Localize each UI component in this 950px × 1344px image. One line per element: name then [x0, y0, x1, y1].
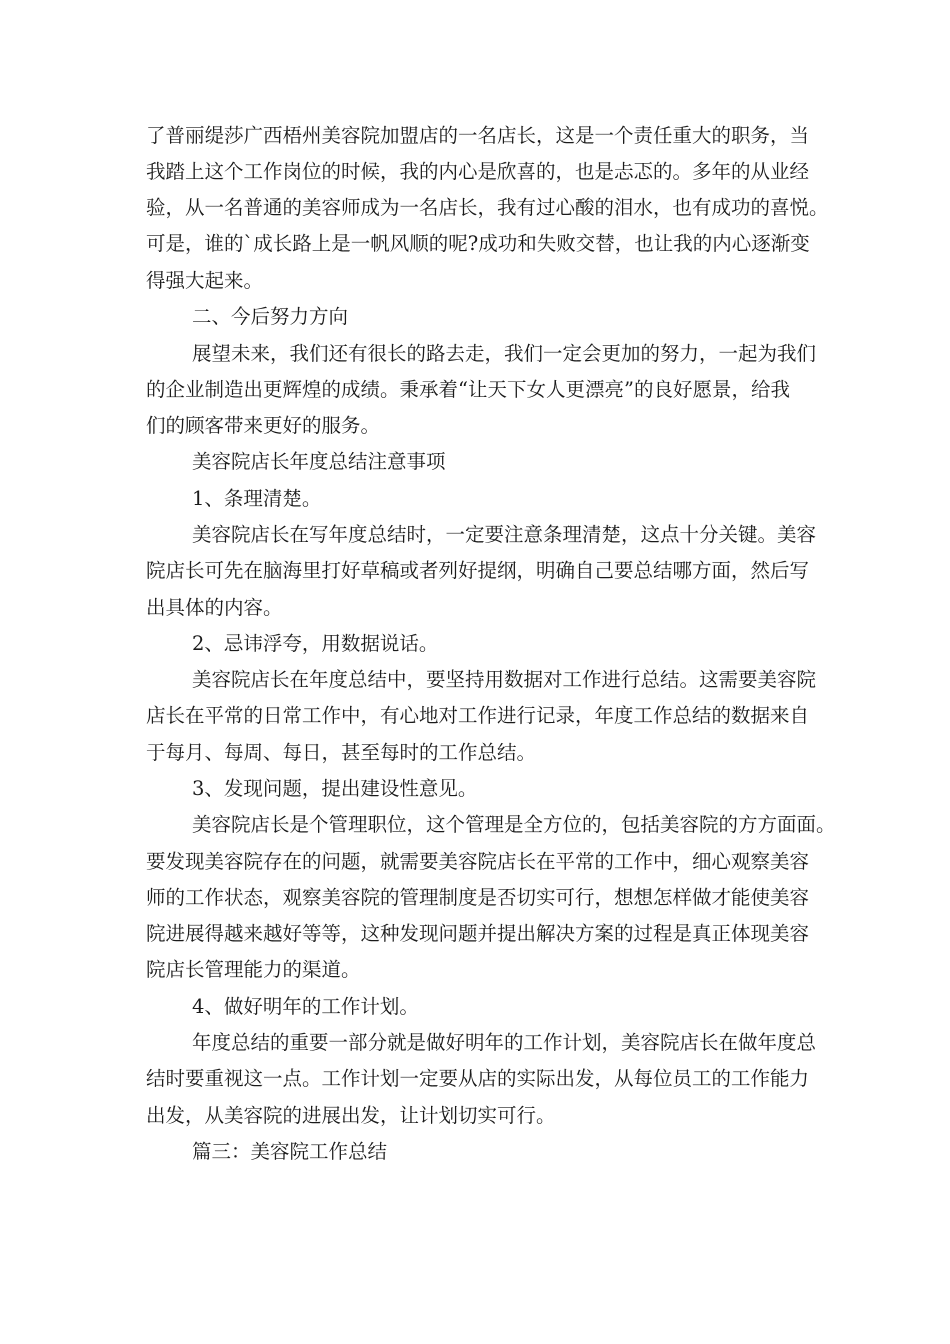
- text-line: 于每月、每周、每日，甚至每时的工作总结。: [146, 741, 537, 764]
- text-line: 我踏上这个工作岗位的时候，我的内心是欣喜的，也是忐忑的。多年的从业经: [146, 160, 810, 183]
- text-line: 结时要重视这一点。工作计划一定要从店的实际出发，从每位员工的工作能力: [146, 1067, 810, 1090]
- list-heading: 3、发现问题，提出建设性意见。: [192, 777, 478, 800]
- text-line: 院店长管理能力的渠道。: [146, 958, 361, 981]
- text-line: 展望未来，我们还有很长的路去走，我们一定会更加的努力，一起为我们: [192, 342, 817, 365]
- text-line: 出发，从美容院的进展出发，让计划切实可行。: [146, 1104, 556, 1127]
- text-line: 美容院店长在年度总结中，要坚持用数据对工作进行总结。这需要美容院: [192, 668, 817, 691]
- list-heading: 2、忌讳浮夸，用数据说话。: [192, 632, 439, 655]
- text-line: 验，从一名普通的美容师成为一名店长，我有过心酸的泪水，也有成功的喜悦。: [146, 196, 829, 219]
- text-line: 美容院店长在写年度总结时，一定要注意条理清楚，这点十分关键。美容: [192, 523, 817, 546]
- section-heading: 篇三：美容院工作总结: [192, 1140, 388, 1163]
- text-line: 院店长可先在脑海里打好草稿或者列好提纲，明确自己要总结哪方面，然后写: [146, 559, 810, 582]
- text-line: 了普丽缇莎广西梧州美容院加盟店的一名店长，这是一个责任重大的职务，当: [146, 124, 810, 147]
- text-line: 的企业制造出更辉煌的成绩。秉承着“让天下女人更漂亮”的良好愿景，给我: [146, 378, 790, 401]
- text-line: 得强大起来。: [146, 269, 264, 292]
- text-line: 师的工作状态，观察美容院的管理制度是否切实可行，想想怎样做才能使美容: [146, 886, 810, 909]
- list-heading: 1、条理清楚。: [192, 487, 322, 510]
- text-line: 院进展得越来越好等等，这种发现问题并提出解决方案的过程是真正体现美容: [146, 922, 810, 945]
- text-line: 要发现美容院存在的问题，就需要美容院店长在平常的工作中，细心观察美容: [146, 850, 810, 873]
- section-heading: 二、今后努力方向: [192, 305, 349, 328]
- text-line: 美容院店长是个管理职位，这个管理是全方位的，包括美容院的方方面面。: [192, 813, 836, 836]
- text-line: 年度总结的重要一部分就是做好明年的工作计划，美容院店长在做年度总: [192, 1031, 817, 1054]
- text-line: 们的顾客带来更好的服务。: [146, 414, 381, 437]
- list-heading: 4、做好明年的工作计划。: [192, 995, 419, 1018]
- section-heading: 美容院店长年度总结注意事项: [192, 450, 446, 473]
- text-line: 出具体的内容。: [146, 596, 283, 619]
- text-line: 可是，谁的`成长路上是一帆风顺的呢?成功和失败交替，也让我的内心逐渐变: [146, 232, 810, 255]
- text-line: 店长在平常的日常工作中，有心地对工作进行记录，年度工作总结的数据来自: [146, 704, 810, 727]
